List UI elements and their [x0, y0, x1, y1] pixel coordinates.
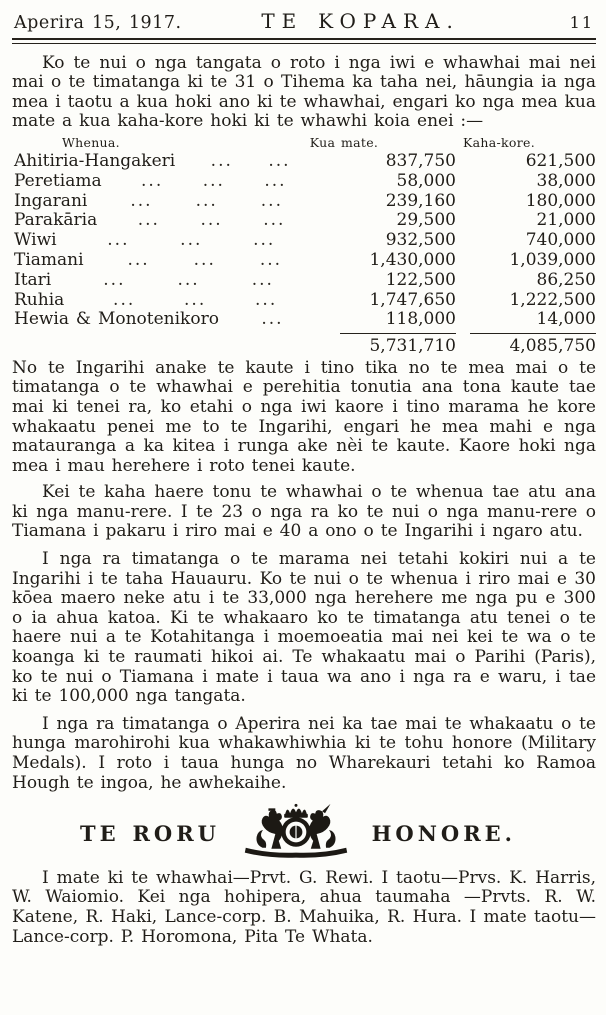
kua-mate-value: 1,430,000: [369, 249, 456, 270]
issue-date: Aperira 15, 1917.: [14, 13, 182, 33]
country-name: Parakāria: [14, 210, 98, 231]
country-name: Wiwi: [14, 230, 57, 251]
dot-leaders: ... ... ...: [137, 210, 286, 231]
total-kaha-kore: 4,085,750: [456, 333, 596, 357]
kua-mate-value: 58,000: [396, 170, 456, 191]
paper-title: TE KOPARA.: [261, 9, 460, 33]
table-header-row: [14, 136, 596, 150]
total-rule: [340, 333, 456, 334]
kaha-kore-value: 1,039,000: [509, 249, 596, 270]
country-name: Ingarani: [14, 190, 88, 211]
table-row: [14, 310, 596, 330]
kua-mate-value: 932,500: [385, 230, 456, 251]
kaha-kore-value: 86,250: [536, 269, 596, 290]
dot-leaders: ... ...: [210, 150, 291, 171]
royal-coat-of-arms-icon: [232, 803, 360, 865]
table-row: [14, 192, 596, 212]
kua-mate-value: 1,747,650: [369, 289, 456, 310]
dot-leaders: ... ... ...: [113, 289, 278, 310]
column-header-country: Whenua.: [62, 134, 120, 150]
table-row: [14, 211, 596, 231]
dot-leaders: ... ... ...: [127, 249, 283, 270]
dot-leaders: ...: [261, 309, 284, 330]
masthead: [12, 9, 596, 34]
kaha-kore-value: 21,000: [536, 210, 596, 231]
dot-leaders: ... ... ...: [141, 170, 287, 191]
dot-leaders: ... ... ...: [107, 230, 276, 251]
kaha-kore-value: 1,222,500: [509, 289, 596, 310]
table-row: [14, 152, 596, 172]
honour-roll-heading: [12, 801, 596, 865]
kua-mate-value: 118,000: [385, 309, 456, 330]
paragraph-honour-roll: I mate ki te whawhai—Prvt. G. Rewi. I taotu—Prvs. K. Harris, W. Waiomio. Kei nga hohipera, ahua taumaha —Prvts. R. W. Katene, R. Haki, Lance-corp. B. Mahuika, R. Hura. I mate taotu—Lance-corp. P. Horomona, Pita Te Whata.: [12, 867, 596, 947]
kaha-kore-value: 180,000: [525, 190, 596, 211]
column-header-disabled: Kaha-kore.: [463, 134, 535, 150]
table-row: [14, 271, 596, 291]
column-header-dead: Kua mate.: [309, 134, 379, 150]
country-name: Ahitiria-Hangakeri: [14, 150, 176, 171]
kua-mate-value: 122,500: [385, 269, 456, 290]
kua-mate-value: 837,750: [385, 150, 456, 171]
total-rule: [470, 333, 596, 334]
heading-honore: HONORE.: [371, 821, 516, 847]
paragraph-offensive: I nga ra timatanga o te marama nei tetahi kokiri nui a te Ingarihi i te taha Hauauru. Ko te nui o te whenua i riro mai e 30 kōea maero neke atu i te 33,000 nga herehere me nga pu e 300 o ia ahua katoa. Ki te whakaaro ko te timatanga atu tenei o te haere nui a te Kotahitanga i moemoeatia mai nei kei te wa o te koanga ki te raumati hikoi ai. Te whakaatu mai o Parihi (Paris), ko te nui o Tiamana i mate i taua wa ano i nga ra e waru, i tae ki te 100,000 nga tangata.: [12, 549, 596, 707]
paragraph-aircraft: Kei te kaha haere tonu te whawhai o te whenua tae atu ana ki nga manu-rere. I te 23 o nga ra ko te nui o nga manu-rere o Tiamana i pakaru i riro mai e 40 a ono o te Ingarihi i ngaro atu.: [12, 482, 596, 542]
kaha-kore-value: 38,000: [536, 170, 596, 191]
total-kua-mate: 5,731,710: [326, 333, 456, 357]
paragraph-after-table: No te Ingarihi anake te kaute i tino tika no te mea mai o te timatanga o te whawhai e perehitia tonutia ana tona kaute tae mai ki tenei ra, ko etahi o nga iwi kaore i tino marama he kore whakaatu penei me to te Ingarihi, engari he mea mahi e nga matauranga a ka kitea i runga ake nèi te kaute. Kaore hoki nga mea i mau herehere i roto tenei kaute.: [12, 357, 596, 476]
kua-mate-value: 239,160: [385, 190, 456, 211]
casualty-table: [14, 136, 596, 357]
table-totals-row: [14, 333, 596, 357]
country-name: Ruhia: [14, 289, 65, 310]
table-row: [14, 291, 596, 311]
kaha-kore-value: 740,000: [525, 230, 596, 251]
masthead-divider: [12, 38, 596, 44]
table-row: [14, 172, 596, 192]
heading-te-roru: TE RORU: [80, 821, 220, 847]
table-row: [14, 251, 596, 271]
page-number: 11: [569, 13, 594, 32]
kaha-kore-value: 14,000: [536, 309, 596, 330]
kua-mate-value: 29,500: [396, 210, 456, 231]
table-row: [14, 231, 596, 251]
country-name: Tiamani: [14, 249, 84, 270]
country-name: Hewia & Monotenikoro: [14, 309, 219, 330]
paragraph-medals: I nga ra timatanga o Aperira nei ka tae mai te whakaatu o te hunga marohirohi kua whakawhiwhia ki te tohu honore (Military Medals). I roto i taua hunga no Wharekauri tetahi ko Ramoa Hough te ingoa, he awhekaihe.: [12, 713, 596, 793]
kaha-kore-value: 621,500: [525, 150, 596, 171]
country-name: Itari: [14, 269, 52, 290]
dot-leaders: ... ... ...: [103, 269, 274, 290]
dot-leaders: ... ... ...: [130, 190, 283, 211]
paragraph-intro: Ko te nui o nga tangata o roto i nga iwi e whawhai mai nei mai o te timatanga ki te 31 o Tihema ka taha nei, hāungia ia nga mea i taotu a kua hoki ano ki te whawhai, engari ko nga mea kua mate a kua kaha-kore hoki ki te whawhi koia enei :—: [12, 52, 596, 132]
country-name: Peretiama: [14, 170, 102, 191]
